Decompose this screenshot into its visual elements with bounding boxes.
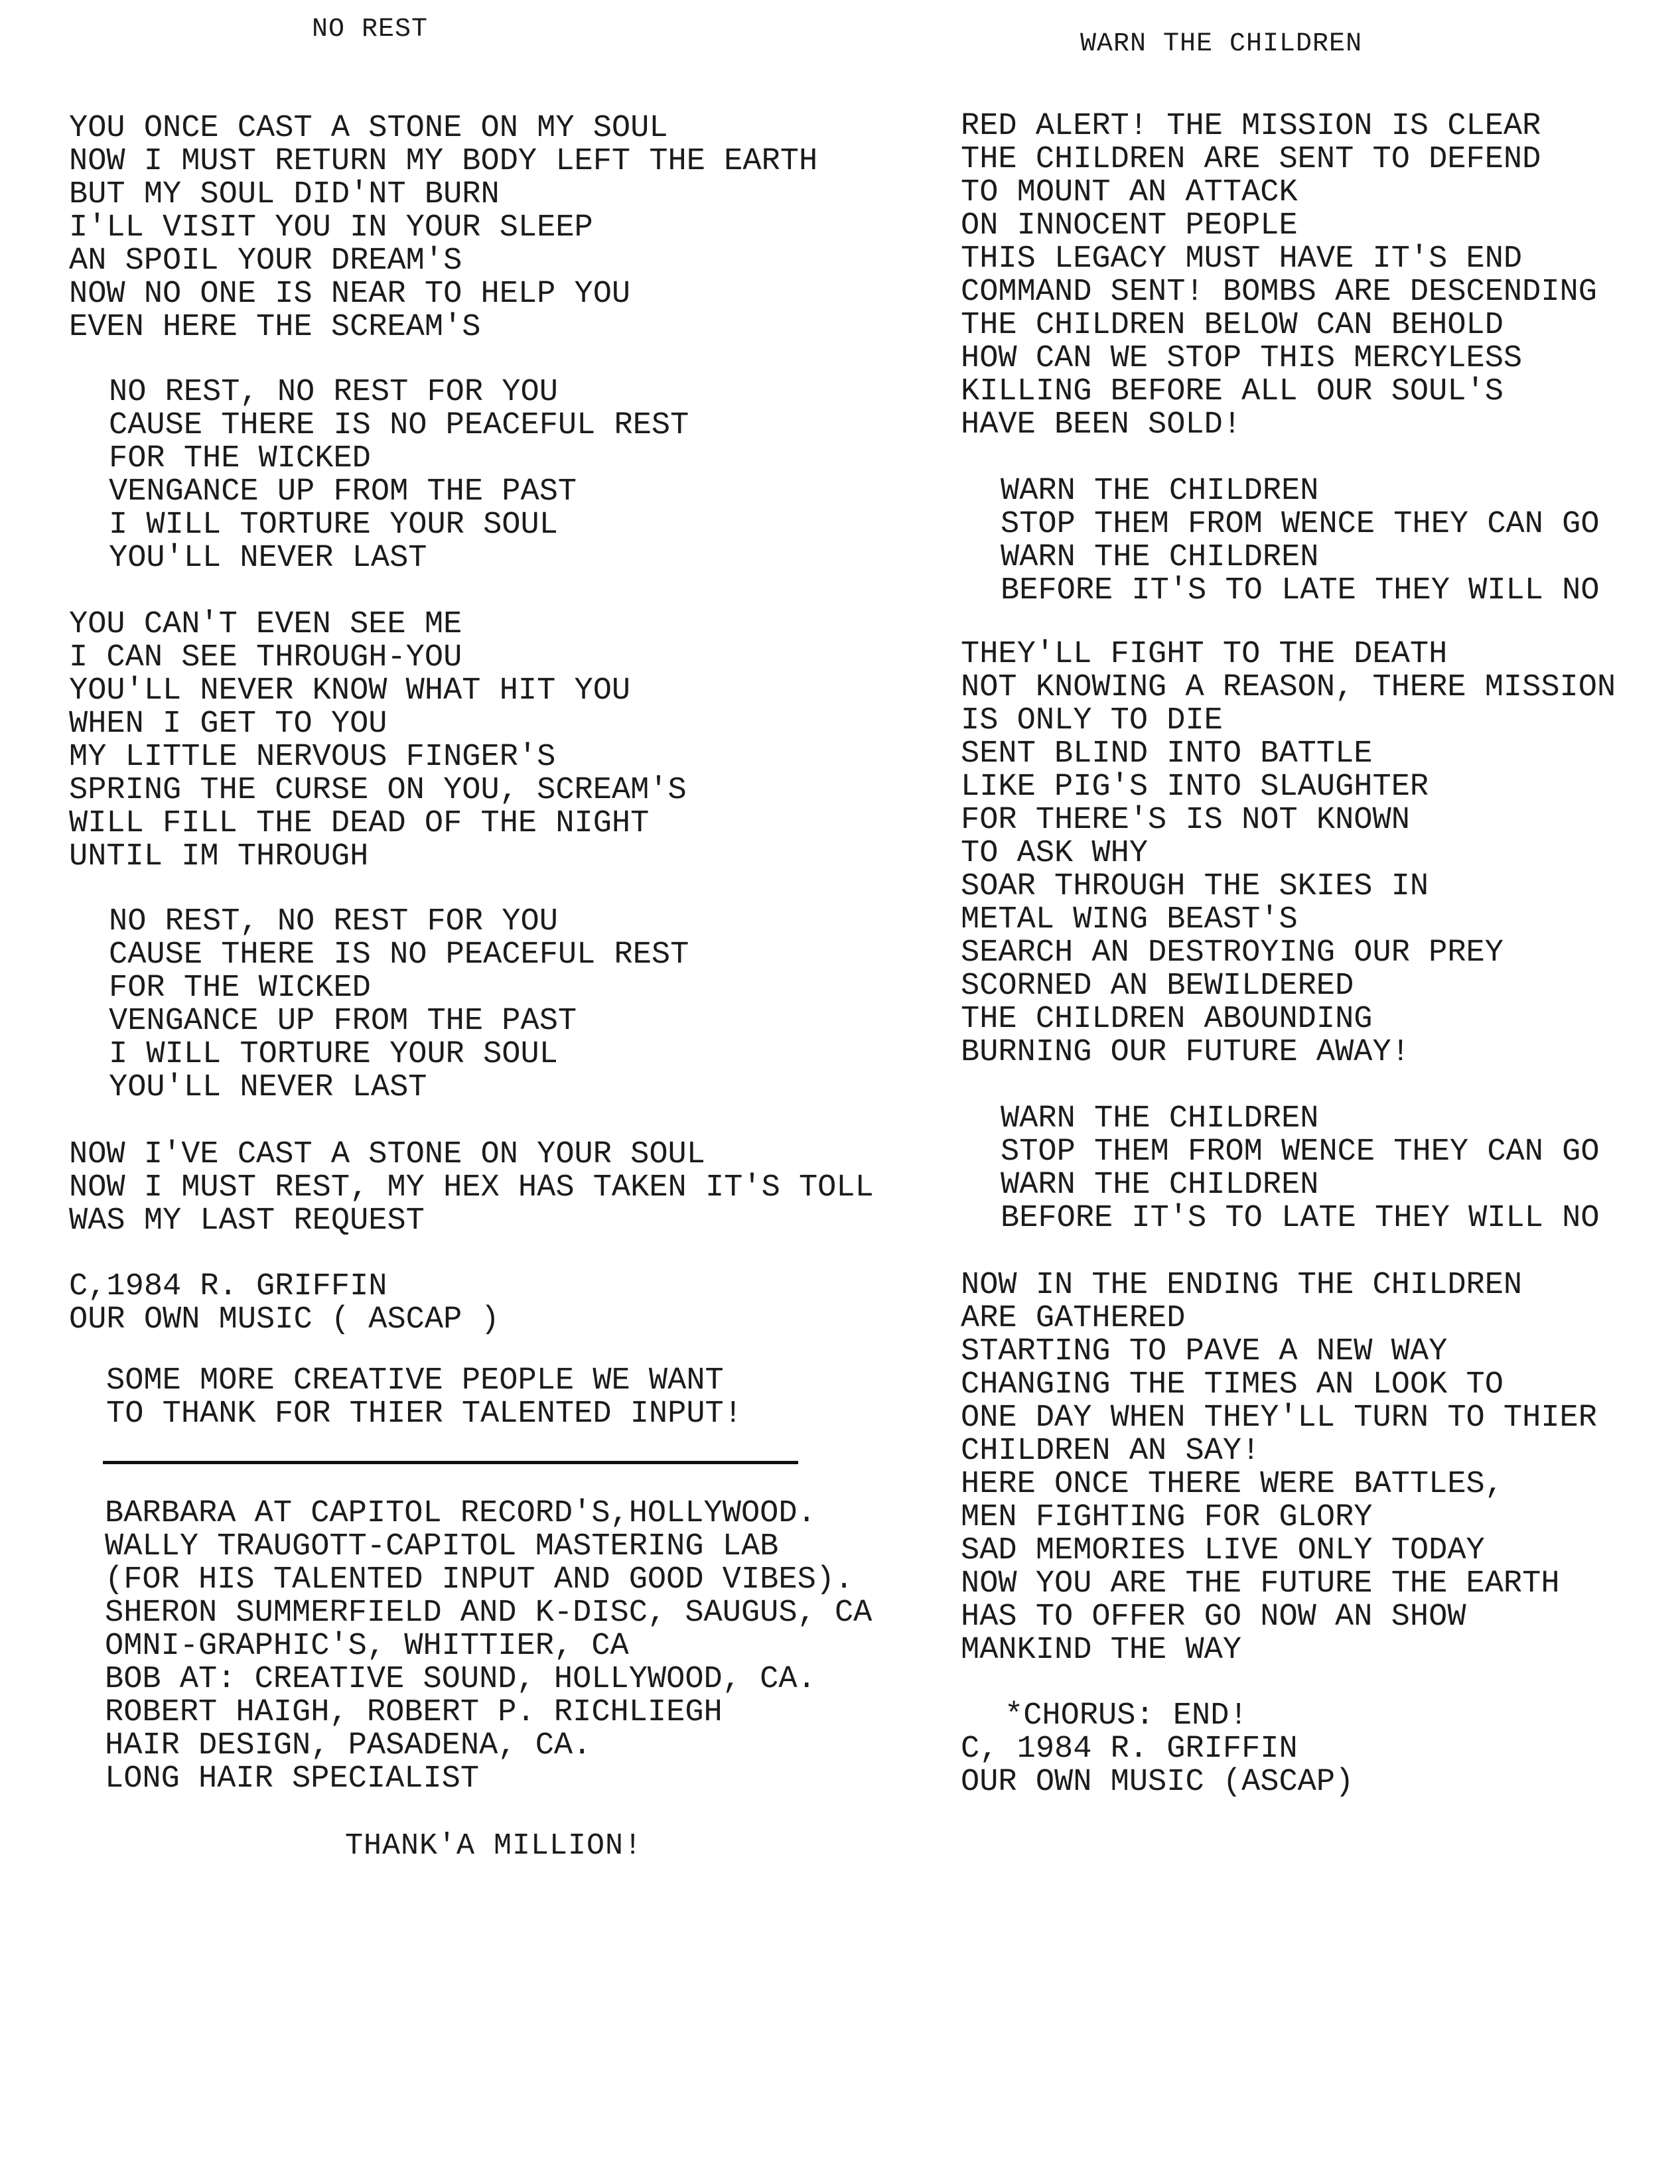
lyric-line: LONG HAIR SPECIALIST — [105, 1761, 480, 1797]
lyric-line: OMNI-GRAPHIC'S, WHITTIER, CA — [105, 1629, 629, 1664]
lyric-line: YOU CAN'T EVEN SEE ME — [69, 607, 462, 642]
right-credit — [961, 1733, 1354, 1799]
lyric-line: OUR OWN MUSIC (ASCAP) — [961, 1765, 1354, 1800]
lyric-line: THE CHILDREN ARE SENT TO DEFEND — [961, 142, 1541, 177]
lyric-line: BEFORE IT'S TO LATE THEY WILL NO — [1001, 573, 1600, 608]
lyric-line: VENGANCE UP FROM THE PAST — [109, 1004, 577, 1039]
lyric-line: WARN THE CHILDREN — [1001, 474, 1319, 509]
left-verse-2 — [69, 608, 687, 874]
lyric-line: SEARCH AN DESTROYING OUR PREY — [961, 935, 1504, 971]
lyric-line: WARN THE CHILDREN — [1001, 1168, 1319, 1203]
lyric-line: HAS TO OFFER GO NOW AN SHOW — [961, 1600, 1466, 1635]
lyric-line: YOU'LL NEVER KNOW WHAT HIT YOU — [69, 673, 631, 709]
lyric-line: WARN THE CHILDREN — [1001, 540, 1319, 575]
right-chorus-2 — [1001, 1103, 1600, 1235]
lyric-line: ROBERT HAIGH, ROBERT P. RICHLIEGH — [105, 1695, 723, 1730]
lyric-line: STOP THEM FROM WENCE THEY CAN GO — [1001, 507, 1600, 542]
lyric-line: BUT MY SOUL DID'NT BURN — [69, 177, 500, 212]
lyric-line: HOW CAN WE STOP THIS MERCYLESS — [961, 341, 1523, 376]
lyric-line: FOR THERE'S IS NOT KNOWN — [961, 803, 1410, 838]
lyric-line: YOU ONCE CAST A STONE ON MY SOUL — [69, 111, 668, 146]
lyric-line: C, 1984 R. GRIFFIN — [961, 1732, 1298, 1767]
lyric-line: LIKE PIG'S INTO SLAUGHTER — [961, 770, 1429, 805]
lyric-line: CAUSE THERE IS NO PEACEFUL REST — [109, 408, 689, 443]
lyric-line: MANKIND THE WAY — [961, 1633, 1242, 1668]
lyric-line: I WILL TORTURE YOUR SOUL — [109, 508, 558, 543]
lyric-line: RED ALERT! THE MISSION IS CLEAR — [961, 109, 1541, 144]
lyric-line: EVEN HERE THE SCREAM'S — [69, 310, 481, 345]
lyric-line: ONE DAY WHEN THEY'LL TURN TO THIER — [961, 1400, 1597, 1436]
lyric-line: THIS LEGACY MUST HAVE IT'S END — [961, 241, 1523, 277]
right-chorus-end-line: *CHORUS: END! — [1005, 1698, 1248, 1734]
lyric-line: I WILL TORTURE YOUR SOUL — [109, 1037, 558, 1072]
right-verse-3 — [961, 1269, 1597, 1667]
lyric-line: BURNING OUR FUTURE AWAY! — [961, 1035, 1410, 1070]
lyric-line: I CAN SEE THROUGH-YOU — [69, 640, 462, 675]
lyric-line: (FOR HIS TALENTED INPUT AND GOOD VIBES). — [105, 1562, 854, 1598]
lyric-line: THE CHILDREN BELOW CAN BEHOLD — [961, 308, 1504, 343]
left-verse-1 — [69, 112, 817, 344]
lyric-line: STOP THEM FROM WENCE THEY CAN GO — [1001, 1134, 1600, 1170]
lyric-line: NOW I MUST RETURN MY BODY LEFT THE EARTH — [69, 144, 818, 179]
lyric-line: MY LITTLE NERVOUS FINGER'S — [69, 740, 556, 775]
lyric-line: THEY'LL FIGHT TO THE DEATH — [961, 637, 1448, 672]
lyric-line: BEFORE IT'S TO LATE THEY WILL NO — [1001, 1201, 1600, 1236]
lyric-line: BOB AT: CREATIVE SOUND, HOLLYWOOD, CA. — [105, 1662, 816, 1697]
lyric-line: ON INNOCENT PEOPLE — [961, 208, 1298, 243]
lyric-line: KILLING BEFORE ALL OUR SOUL'S — [961, 374, 1504, 409]
lyric-line: HAIR DESIGN, PASADENA, CA. — [105, 1728, 592, 1763]
right-chorus-1 — [1001, 475, 1600, 608]
lyric-line: HERE ONCE THERE WERE BATTLES, — [961, 1467, 1504, 1502]
lyric-line: CHILDREN AN SAY! — [961, 1434, 1261, 1469]
lyric-line: NOW IN THE ENDING THE CHILDREN — [961, 1268, 1523, 1303]
left-thanks-intro — [106, 1365, 742, 1431]
lyric-line: YOU'LL NEVER LAST — [109, 541, 427, 576]
lyric-line: AN SPOIL YOUR DREAM'S — [69, 243, 462, 279]
lyric-line: BARBARA AT CAPITOL RECORD'S,HOLLYWOOD. — [105, 1496, 816, 1531]
lyric-line: NO REST, NO REST FOR YOU — [109, 904, 558, 939]
left-song-title: NO REST — [312, 15, 429, 44]
lyric-line: NOW YOU ARE THE FUTURE THE EARTH — [961, 1566, 1560, 1602]
left-thanks-list — [105, 1497, 872, 1796]
left-signoff: THANK'A MILLION! — [345, 1829, 643, 1863]
lyric-line: STARTING TO PAVE A NEW WAY — [961, 1334, 1448, 1369]
lyric-line: NOW I MUST REST, MY HEX HAS TAKEN IT'S TOLL — [69, 1170, 874, 1205]
lyric-line: I'LL VISIT YOU IN YOUR SLEEP — [69, 210, 593, 245]
lyric-line: WALLY TRAUGOTT-CAPITOL MASTERING LAB — [105, 1529, 779, 1564]
lyric-line: NO REST, NO REST FOR YOU — [109, 375, 558, 410]
lyric-line: SHERON SUMMERFIELD AND K-DISC, SAUGUS, CA — [105, 1596, 873, 1631]
left-chorus-2 — [109, 906, 689, 1105]
lyric-line: MEN FIGHTING FOR GLORY — [961, 1500, 1373, 1535]
lyric-line: C,1984 R. GRIFFIN — [69, 1269, 387, 1304]
lyric-line: SCORNED AN BEWILDERED — [961, 969, 1354, 1004]
lyric-line: TO ASK WHY — [961, 836, 1149, 871]
lyric-line: SPRING THE CURSE ON YOU, SCREAM'S — [69, 773, 687, 808]
lyric-line: HAVE BEEN SOLD! — [961, 407, 1242, 443]
lyric-line: WILL FILL THE DEAD OF THE NIGHT — [69, 806, 650, 841]
lyric-line: SOAR THROUGH THE SKIES IN — [961, 869, 1429, 904]
lyric-line: FOR THE WICKED — [109, 971, 371, 1006]
left-credit — [69, 1270, 500, 1337]
left-verse-3 — [69, 1138, 874, 1238]
lyric-line: CAUSE THERE IS NO PEACEFUL REST — [109, 937, 689, 973]
lyric-line: SAD MEMORIES LIVE ONLY TODAY — [961, 1533, 1485, 1568]
right-song-title: WARN THE CHILDREN — [1080, 29, 1363, 59]
lyric-line: YOU'LL NEVER LAST — [109, 1070, 427, 1105]
lyric-line: IS ONLY TO DIE — [961, 703, 1223, 738]
lyric-line: UNTIL IM THROUGH — [69, 839, 369, 874]
lyric-line: WAS MY LAST REQUEST — [69, 1203, 425, 1239]
left-chorus-1 — [109, 376, 689, 575]
lyric-line: SOME MORE CREATIVE PEOPLE WE WANT — [106, 1363, 724, 1399]
lyric-line: COMMAND SENT! BOMBS ARE DESCENDING — [961, 275, 1597, 310]
lyric-line: WHEN I GET TO YOU — [69, 707, 387, 742]
thanks-divider — [103, 1461, 798, 1464]
lyric-line: METAL WING BEAST'S — [961, 902, 1298, 937]
right-verse-1 — [961, 110, 1597, 442]
lyric-line: CHANGING THE TIMES AN LOOK TO — [961, 1367, 1504, 1402]
lyric-line: NOW I'VE CAST A STONE ON YOUR SOUL — [69, 1137, 705, 1172]
lyric-line: OUR OWN MUSIC ( ASCAP ) — [69, 1302, 500, 1337]
lyric-line: NOT KNOWING A REASON, THERE MISSION — [961, 670, 1616, 705]
lyric-line: TO MOUNT AN ATTACK — [961, 175, 1298, 210]
right-chorus-end — [1005, 1700, 1248, 1733]
lyric-line: THE CHILDREN ABOUNDING — [961, 1002, 1373, 1037]
lyric-line: SENT BLIND INTO BATTLE — [961, 736, 1373, 772]
lyric-line: NOW NO ONE IS NEAR TO HELP YOU — [69, 277, 631, 312]
lyric-line: TO THANK FOR THIER TALENTED INPUT! — [106, 1397, 742, 1432]
lyric-line: VENGANCE UP FROM THE PAST — [109, 474, 577, 510]
lyric-line: FOR THE WICKED — [109, 441, 371, 476]
lyric-line: WARN THE CHILDREN — [1001, 1101, 1319, 1136]
lyric-line: ARE GATHERED — [961, 1301, 1186, 1336]
right-verse-2 — [961, 638, 1616, 1069]
